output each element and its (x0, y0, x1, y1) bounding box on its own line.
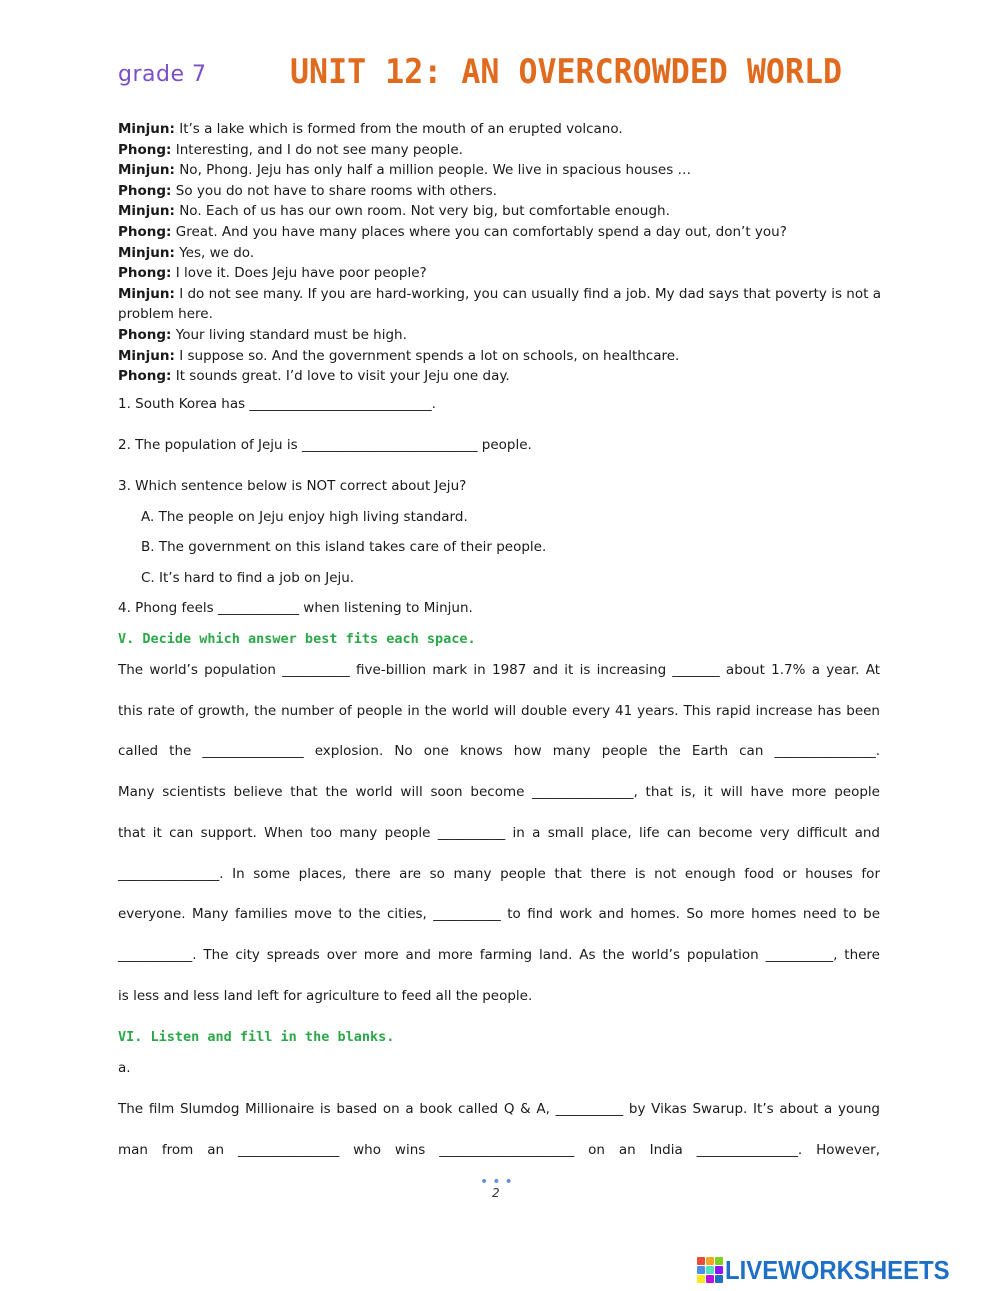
dialog-line (118, 119, 883, 140)
paragraph-line: man from an _______________ who wins ____________________ on an India _______________. However, (118, 1142, 880, 1158)
paragraph-line: this rate of growth, the number of people in the world will double every 41 years. This rapid increase has been (118, 703, 880, 719)
liveworksheets-brand-text: LIVEWORKSHEETS (725, 1254, 950, 1285)
question-1: 1. South Korea has ___________________________. (118, 396, 436, 412)
unit-title: UNIT 12: AN OVERCROWDED WORLD (290, 52, 843, 92)
dialog-speaker: Minjun: (118, 121, 175, 137)
dialog-speaker: Minjun: (118, 244, 175, 261)
dialog-line (118, 263, 883, 284)
section-6-heading: VI. Listen and fill in the blanks. (118, 1029, 395, 1045)
liveworksheets-logo-icon (697, 1257, 723, 1283)
dialog-text: I suppose so. And the government spends a lot on schools, on healthcare. (174, 347, 680, 364)
dialog-text: Yes, we do. (174, 244, 255, 261)
dialog-speaker: Minjun: (118, 203, 175, 220)
question-3-option-c: C. It’s hard to find a job on Jeju. (141, 570, 355, 586)
question-3: 3. Which sentence below is NOT correct about Jeju? (118, 478, 467, 494)
dialog-speaker: Phong: (118, 223, 172, 240)
dialog-text: It sounds great. I’d love to visit your Jeju one day. (171, 368, 510, 385)
paragraph-line: _______________. In some places, there are so many people that there is not enough food or houses for (118, 866, 880, 882)
dialog-line (118, 325, 883, 346)
dialog-line (118, 284, 883, 325)
dialog-text: No, Phong. Jeju has only half a million people. We live in spacious houses … (174, 162, 692, 179)
page-number: 2 (492, 1186, 500, 1200)
paragraph-line: is less and less land left for agriculture to feed all the people. (118, 988, 533, 1004)
paragraph-line: ___________. The city spreads over more and more farming land. As the world’s population __________, there (118, 947, 880, 963)
question-4: 4. Phong feels ____________ when listening to Minjun. (118, 600, 473, 616)
dialog-text: I love it. Does Jeju have poor people? (171, 265, 427, 282)
dialog-passage (118, 119, 883, 387)
dialog-text: I do not see many. If you are hard-working, you can usually find a job. My dad says that poverty is not a problem here. (118, 285, 881, 323)
question-2: 2. The population of Jeju is __________________________ people. (118, 437, 532, 453)
section-6-subpart-label: a. (118, 1060, 131, 1076)
dialog-speaker: Phong: (118, 265, 172, 282)
paragraph-line: The film Slumdog Millionaire is based on a book called Q & A, __________ by Vikas Swarup. It’s about a young (118, 1101, 880, 1117)
liveworksheets-logo[interactable] (697, 1254, 969, 1285)
dialog-text: It’s a lake which is formed from the mouth of an erupted volcano. (174, 121, 623, 137)
question-3-option-b: B. The government on this island takes care of their people. (141, 539, 547, 555)
dialog-line (118, 222, 883, 243)
dialog-speaker: Minjun: (118, 347, 175, 364)
dialog-speaker: Phong: (118, 182, 172, 199)
dialog-text: No. Each of us has our own room. Not very big, but comfortable enough. (174, 203, 670, 220)
dialog-speaker: Phong: (118, 368, 172, 385)
dialog-speaker: Minjun: (118, 162, 175, 179)
dialog-line (118, 160, 883, 181)
paragraph-line: Many scientists believe that the world will soon become _______________, that is, it will have more people (118, 784, 880, 800)
page-separator-dots: ••• (480, 1174, 517, 1190)
section-5-heading: V. Decide which answer best fits each space. (118, 631, 476, 647)
dialog-text: Interesting, and I do not see many people. (171, 141, 463, 158)
dialog-line (118, 243, 883, 264)
paragraph-line: everyone. Many families move to the cities, __________ to find work and homes. So more homes need to be (118, 906, 880, 922)
dialog-speaker: Phong: (118, 326, 172, 343)
dialog-line (118, 346, 883, 367)
dialog-text: Great. And you have many places where you can comfortably spend a day out, don’t you? (171, 223, 787, 240)
paragraph-line: The world’s population __________ five-billion mark in 1987 and it is increasing _______ about 1.7% a year. At (118, 662, 880, 678)
dialog-text: So you do not have to share rooms with others. (171, 182, 497, 199)
dialog-speaker: Phong: (118, 141, 172, 158)
dialog-line (118, 201, 883, 222)
dialog-line (118, 181, 883, 202)
question-3-option-a: A. The people on Jeju enjoy high living standard. (141, 509, 468, 525)
dialog-speaker: Minjun: (118, 285, 175, 302)
dialog-line (118, 366, 883, 387)
grade-label: grade 7 (118, 62, 207, 87)
dialog-text: Your living standard must be high. (171, 326, 407, 343)
paragraph-line: that it can support. When too many people __________ in a small place, life can become very difficult and (118, 825, 880, 841)
dialog-line (118, 140, 883, 161)
paragraph-line: called the _______________ explosion. No one knows how many people the Earth can _______________. (118, 743, 880, 759)
